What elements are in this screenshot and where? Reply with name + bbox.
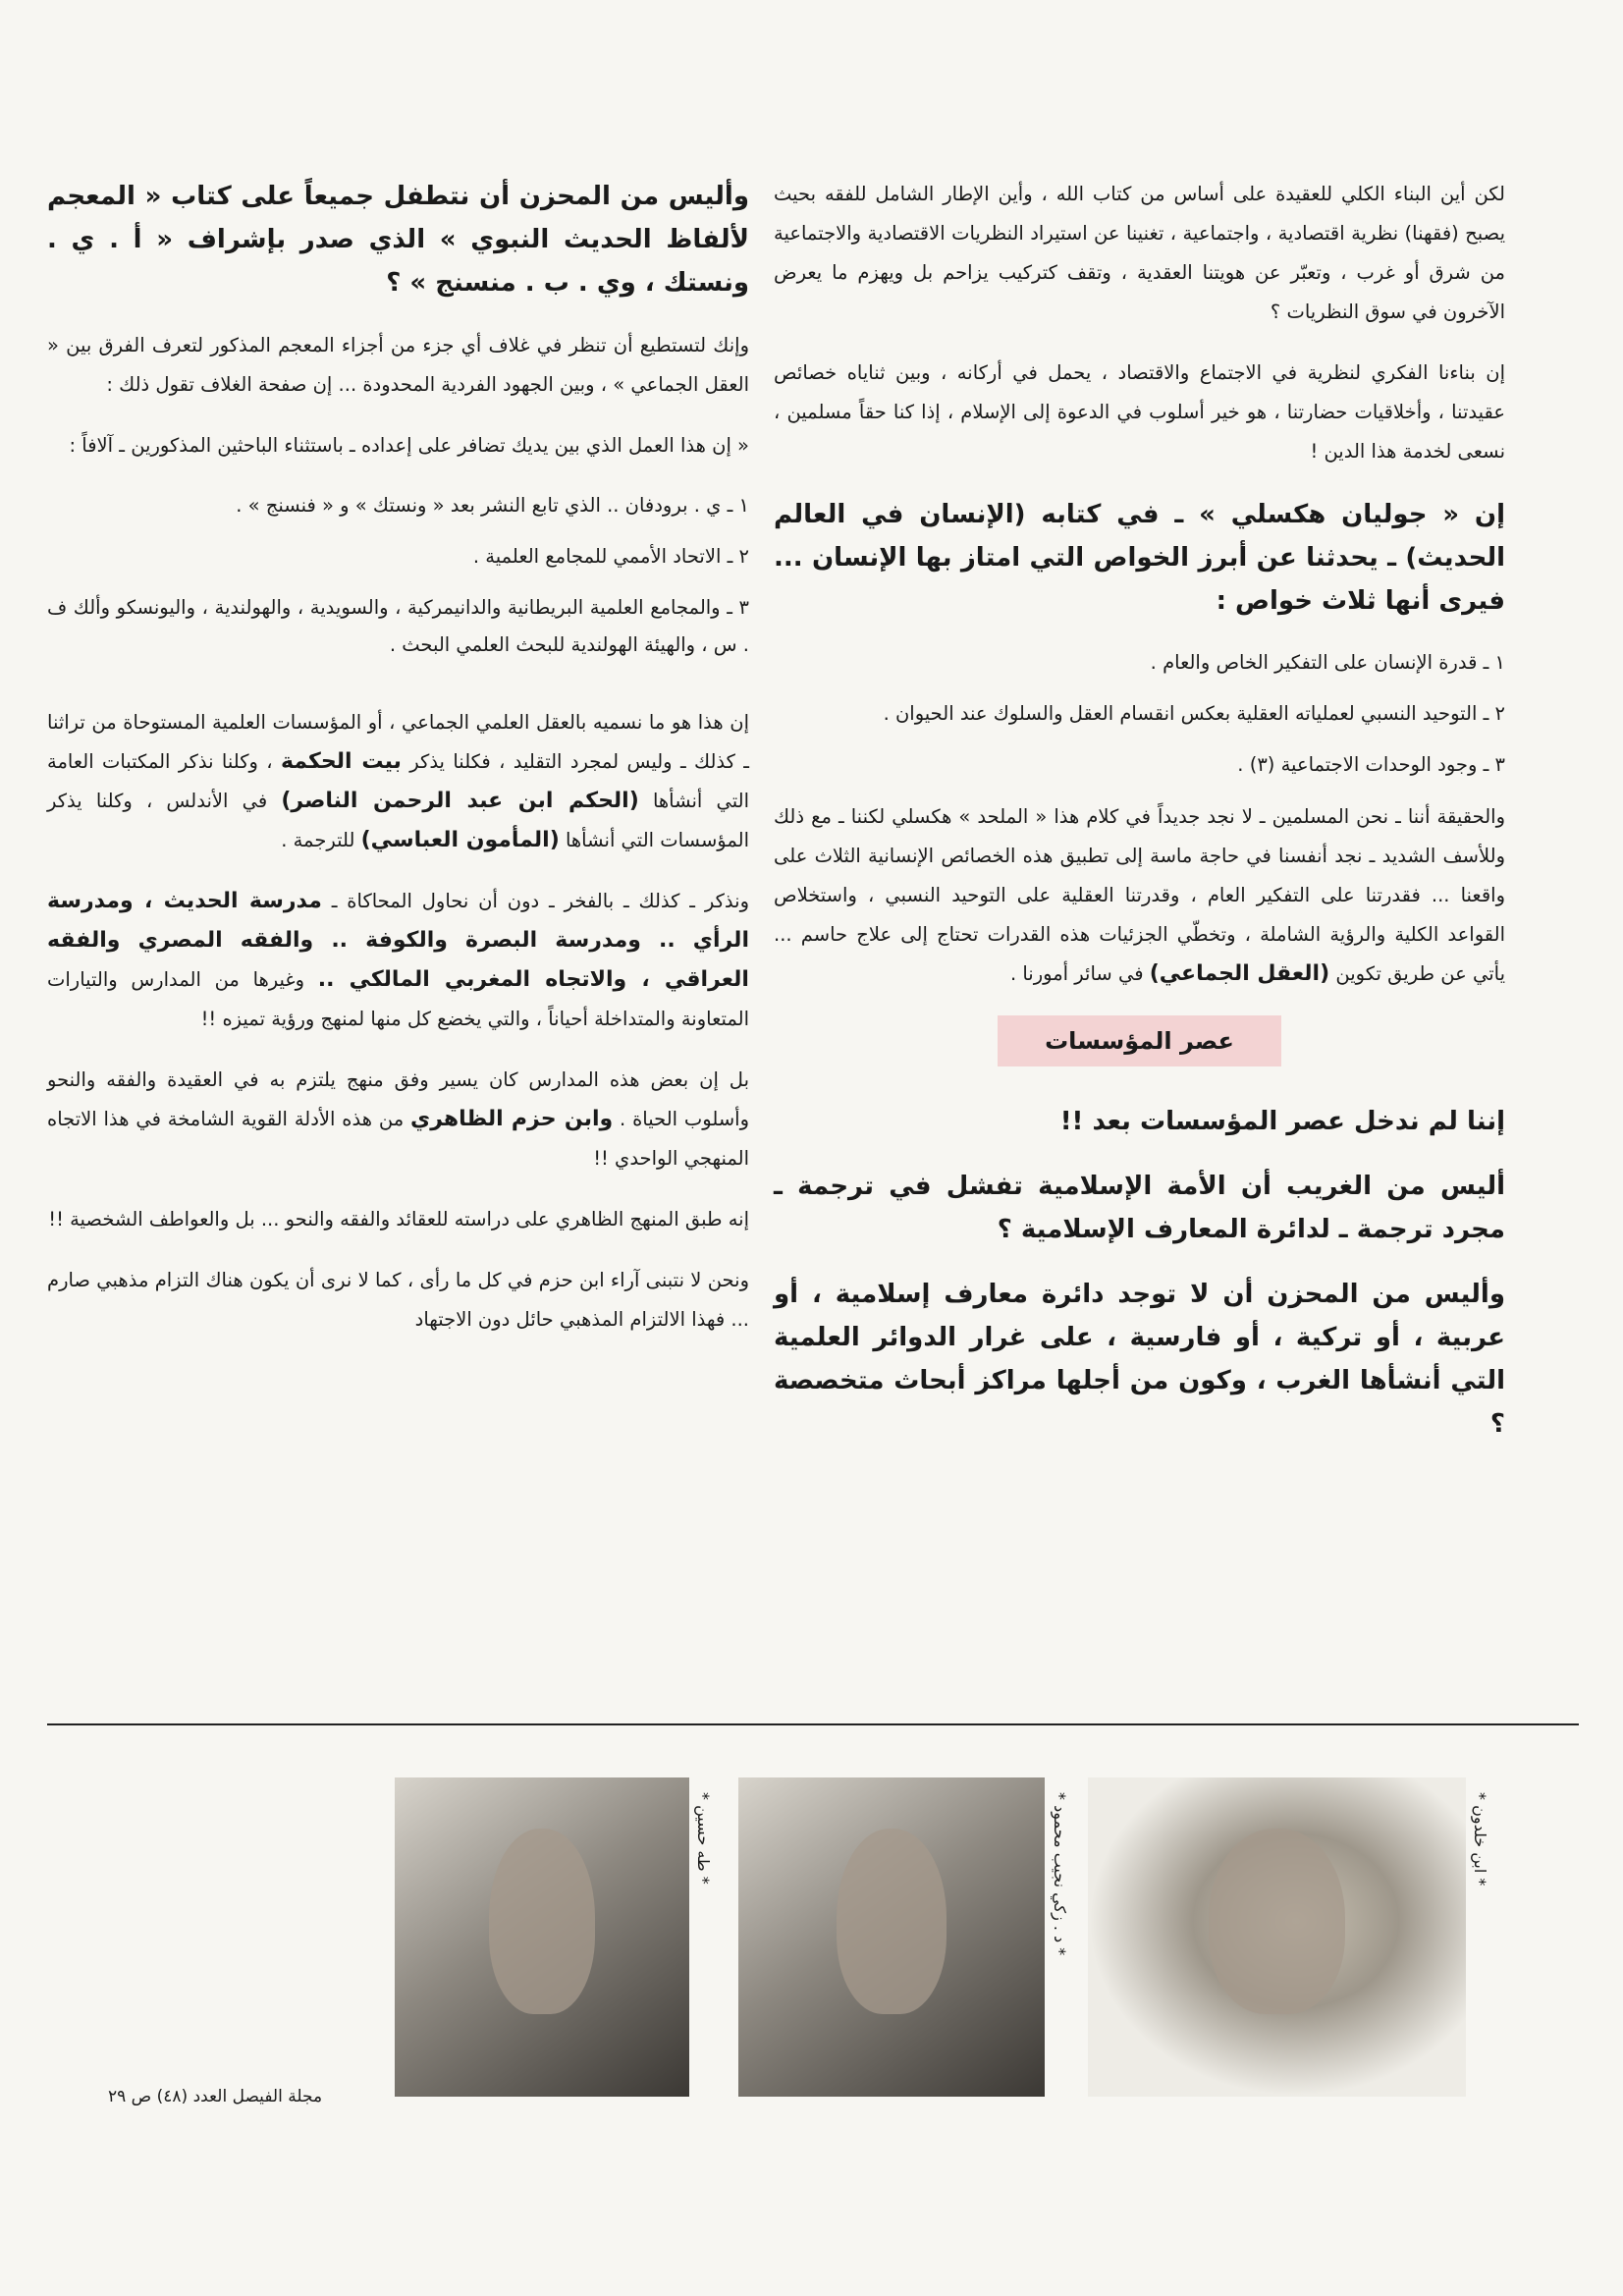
bold-paragraph: وأليس من المحزن أن نتطفل جميعاً على كتاب « المعجم لألفاظ الحديث النبوي » الذي صدر بإشراف « أ . ي . ونستك ، وي . ب . منسنج » ؟ [47,182,749,298]
bold-paragraph: أليس من الغريب أن الأمة الإسلامية تفشل في ترجمة ـ مجرد ترجمة ـ لدائرة المعارف الإسلامية ؟ [774,1172,1505,1244]
paragraph: لكن أين البناء الكلي للعقيدة على أساس من كتاب الله ، وأين الإطار الشامل للفقه بحيث يصبح (فقهنا) نظرية اقتصادية ، واجتماعية ، تغنينا عن استيراد النظريات الاقتصادية والاجتماعية من شرق أو غرب ، وتعبّر عن هويتنا العقدية ، وتقف كتركيب يزاحم بل ويهزم ما يعرض الآخرون في سوق النظريات ؟ [774,183,1505,323]
list-item: ١ ـ قدرة الإنسان على التفكير الخاص والعام . [1150,651,1505,674]
list-item: ١ ـ ي . برودفان .. الذي تابع النشر بعد « ونستك » و « فنسنج » . [236,494,749,517]
photo-caption: * طه حسين * [694,1792,713,1885]
paragraph: وإنك لتستطيع أن تنظر في غلاف أي جزء من أجزاء المعجم المذكور لتعرف الفرق بين « العقل الجماعي » ، وبين الجهود الفردية المحدودة ... إن صفحة الغلاف تقول ذلك : [47,334,749,396]
bold-paragraph: إن « جوليان هكسلي » ـ في كتابه (الإنسان في العالم الحديث) ـ يحدثنا عن أبرز الخواص التي امتاز بها الإنسان ... فيرى أنها ثلاث خواص : [774,500,1505,616]
section-heading: عصر المؤسسات [774,1015,1505,1066]
highlight: (المأمون العباسي) [360,828,560,852]
photo-caption: * د . زكي نجيب محمود * [1051,1792,1069,1956]
right-column [774,175,1505,1467]
highlight: مدرسة الحديث ، ومدرسة الرأي .. ومدرسة البصرة والكوفة .. والفقه المصري والفقه العراقي ، والاتجاه المغربي المالكي .. [47,889,749,992]
face-shape [837,1829,947,2014]
face-shape [1209,1829,1345,2014]
paragraph: والحقيقة أننا ـ نحن المسلمين ـ لا نجد جديداً في كلام هذا « الملحد » هكسلي لكننا ـ مع ذلك وللأسف الشديد ـ نجد أنفسنا في حاجة ماسة إلى تطبيق هذه الخصائص الإنسانية الثلاث على واقعنا ... فقدرتنا على التفكير العام ، وقدرتنا العقلية على التوحيد النسبي ، واستخلاص القواعد الكلية والرؤية الشاملة ، وتخطّي الجزئيات هذه القدرات تحتاج إلى علاج حاسم ... يأتي عن طريق تكوين (العقل الجماعي) في سائر أمورنا . [774,805,1505,986]
portrait-ibn-khaldun [1088,1777,1466,2097]
list-item: ٣ ـ وجود الوحدات الاجتماعية (٣) . [1237,753,1505,776]
divider-rule [47,1723,1579,1725]
paragraph: إن بناءنا الفكري لنظرية في الاجتماع والاقتصاد ، يحمل في أركانه ، وبين ثناياه خصائص عقيدتنا ، وأخلاقيات حضارتنا ، هو خير أسلوب في الدعوة إلى الإسلام ، إذا كنا حقاً مسلمين ، نسعى لخدمة هذا الدين ! [774,361,1505,463]
photo-caption: * ابن خلدون * [1471,1792,1489,1886]
highlight: بيت الحكمة [280,749,402,774]
list-item: ٢ ـ التوحيد النسبي لعملياته العقلية بعكس انقسام العقل والسلوك عند الحيوان . [883,702,1505,725]
spacer [47,678,749,703]
paragraph: إنه طبق المنهج الظاهري على دراسته للعقائد والفقه والنحو ... بل والعواطف الشخصية !! [48,1208,749,1230]
list-item: ٣ ـ والمجامع العلمية البريطانية والدانيمركية ، والسويدية ، والهولندية ، واليونسكو وألك ف . س ، والهيئة الهولندية للبحث العلمي البحث . [47,596,749,656]
paragraph: ونذكر ـ كذلك ـ بالفخر ـ دون أن نحاول المحاكاة ـ مدرسة الحديث ، ومدرسة الرأي .. ومدرسة البصرة والكوفة .. والفقه المصري والفقه العراقي ، والاتجاه المغربي المالكي .. وغيرها من المدارس والتيارات المتعاونة والمتداخلة أحياناً ، والتي يخضع كل منها لمنهج ورؤية تميزه !! [47,889,749,1030]
left-column [47,175,749,1361]
highlight: (العقل الجماعي) [1149,961,1330,986]
bold-paragraph: وأليس من المحزن أن لا توجد دائرة معارف إسلامية ، أو عربية ، أو تركية ، أو فارسية ، على غرار الدوائر العلمية التي أنشأها الغرب ، وكون من أجلها مراكز أبحاث متخصصة ؟ [774,1280,1505,1439]
bold-paragraph: إننا لم ندخل عصر المؤسسات بعد !! [1059,1107,1505,1136]
portrait-taha-hussein [395,1777,689,2097]
quote-paragraph: « إن هذا العمل الذي بين يديك تضافر على إعداده ـ باستثناء الباحثين المذكورين ـ آلافاً : [69,434,749,457]
paragraph: إن هذا هو ما نسميه بالعقل العلمي الجماعي ، أو المؤسسات العلمية المستوحاة من تراثنا ـ كذلك ـ وليس لمجرد التقليد ، فكلنا يذكر بيت الحكمة ، وكلنا نذكر المكتبات العامة التي أنشأها (الحكم ابن عبد الرحمن الناصر) في الأندلس ، وكلنا يذكر المؤسسات التي أنشأها (المأمون العباسي) للترجمة . [47,711,750,852]
portrait-zaki-naguib [738,1777,1045,2097]
page-footer: مجلة الفيصل العدد (٤٨) ص ٢٩ [108,2087,323,2106]
paragraph: ونحن لا نتبنى آراء ابن حزم في كل ما رأى ، كما لا نرى أن يكون هناك التزام مذهبي صارم ... فهذا الالتزام المذهبي حائل دون الاجتهاد [47,1269,749,1331]
face-shape [489,1829,595,2014]
paragraph: بل إن بعض هذه المدارس كان يسير وفق منهج يلتزم به في العقيدة والفقه والنحو وأسلوب الحياة . وابن حزم الظاهري من هذه الأدلة القوية الشامخة في هذا الاتجاه المنهجي الواحدي !! [47,1068,749,1170]
highlight: وابن حزم الظاهري [410,1107,614,1131]
list-item: ٢ ـ الاتحاد الأممي للمجامع العلمية . [472,545,749,568]
highlight: (الحكم ابن عبد الرحمن الناصر) [281,789,639,813]
